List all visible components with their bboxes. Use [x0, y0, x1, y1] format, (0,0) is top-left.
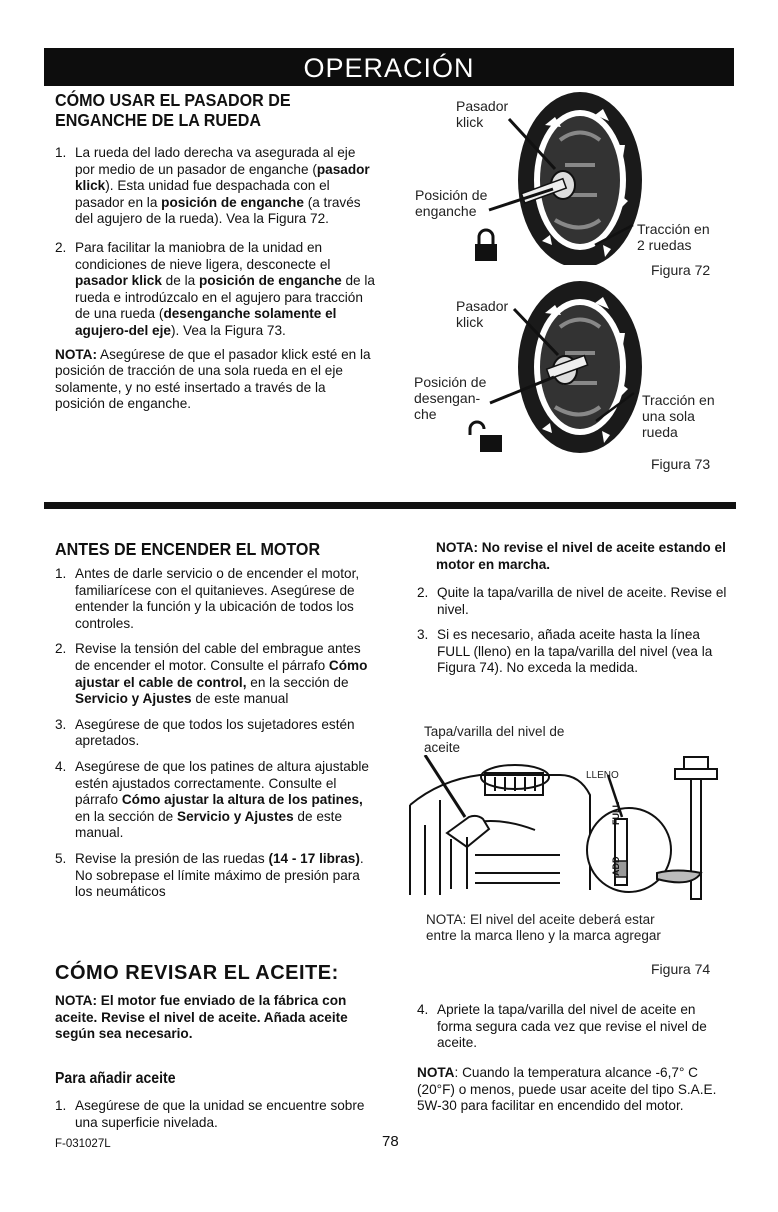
label-line: aceite	[424, 740, 461, 755]
text: Quite la tapa/varilla de nivel de aceite. Revise el nivel.	[437, 585, 727, 617]
fig73-traction-label	[642, 392, 715, 440]
text: Revise la tensión del cable del embrague antes de encender el motor. Consulte el párrafo	[75, 641, 361, 673]
text: Asegúrese de que la unidad se encuentre sobre una superficie nivelada.	[75, 1098, 365, 1130]
lock-icon	[475, 230, 497, 261]
text-bold: Servicio y Ajustes	[177, 808, 294, 824]
text-bold: (14 - 17 libras)	[268, 850, 360, 866]
list-item	[55, 566, 375, 632]
item-number: 2.	[55, 641, 67, 657]
text: Si es necesario, añada aceite hasta la línea FULL (lleno) en la tapa/varilla del nivel (vea la Figura 74). No exceda la medida.	[437, 627, 713, 676]
text: (a través del agujero de la rueda). Vea la Figura 72.	[75, 194, 361, 227]
page-number: 78	[382, 1133, 399, 1150]
fig72-position-label	[415, 187, 487, 219]
right-col-steps	[417, 585, 729, 686]
label-line: Tracción en	[642, 392, 715, 408]
text-bold: Servicio y Ajustes	[75, 691, 192, 707]
note-label: NOTA:	[55, 346, 98, 362]
label-line: rueda	[642, 424, 678, 440]
text: Asegúrese de que todos los sujetadores estén apretados.	[75, 716, 355, 749]
label-line: una sola	[642, 408, 695, 424]
section2-body	[55, 566, 375, 910]
label-line: klick	[456, 314, 484, 330]
text-bold: posición de enganche	[161, 194, 304, 210]
item-number: 2.	[55, 239, 67, 255]
item-number: 2.	[417, 585, 429, 600]
fig73-position-label	[414, 374, 486, 422]
list-item	[55, 1098, 375, 1131]
text: de la rueda e introdúzcalo en el agujero para tracción de una rueda (	[75, 273, 375, 322]
text: Asegúrese de que los patines de altura ajustable estén ajustados correctamente. Consulte el párrafo	[75, 758, 369, 808]
wheel-tire	[518, 92, 642, 265]
list-item	[55, 641, 375, 707]
label-line: klick	[456, 114, 484, 130]
add-mark: ADD	[611, 856, 621, 876]
text: Apriete la tapa/varilla del nivel de aceite en forma segura cada vez que revise el nivel de aceite.	[437, 1002, 707, 1051]
list-item	[417, 1002, 729, 1052]
list-item	[55, 717, 375, 750]
item-number: 3.	[417, 627, 429, 643]
section1-body	[55, 145, 375, 413]
factory-oil-note: NOTA: El motor fue enviado de la fábrica con aceite. Revise el nivel de aceite. Añada aceite según sea necesario.	[55, 993, 348, 1042]
leader-line	[425, 755, 465, 817]
fig73-caption: Figura 73	[651, 456, 711, 472]
item-number: 1.	[55, 145, 67, 160]
text-bold: pasador klick	[75, 273, 162, 289]
figure-74-oil-illustration	[405, 755, 725, 905]
fig73-pin-label	[456, 298, 508, 330]
text: . No sobrepase el límite máximo de presión para los neumáticos	[75, 850, 364, 900]
text-bold: pasador klick	[75, 161, 370, 194]
label-line: enganche	[415, 203, 477, 219]
label-line: Tapa/varilla del nivel de	[424, 724, 565, 739]
text-bold: posición de enganche	[198, 273, 342, 289]
label-line: NOTA: El nivel del aceite deberá estar	[426, 912, 655, 927]
section-heading-before-start: ANTES DE ENCENDER EL MOTOR	[55, 539, 321, 559]
engine-running-note: NOTA: No revise el nivel de aceite estando el motor en marcha.	[436, 540, 726, 572]
list-item	[55, 145, 375, 228]
label-line: Pasador	[456, 298, 509, 314]
text-bold: Cómo ajustar la altura de los patines,	[121, 792, 363, 808]
label-line: Tracción en	[637, 221, 710, 237]
label-line: Posición de	[415, 187, 488, 203]
subheading-add-oil: Para añadir aceite	[55, 1070, 176, 1087]
text-bold: Cómo ajustar el cable de control,	[75, 657, 368, 690]
full-mark: FULL	[611, 802, 621, 825]
item-number: 4.	[417, 1002, 429, 1017]
lleno-label: LLENO	[586, 770, 619, 781]
text: de este manual.	[75, 808, 343, 841]
list-item	[55, 759, 375, 842]
text: ). Esta unidad fue despachada con el pasador en la	[75, 178, 330, 210]
label-line: entre la marca lleno y la marca agregar	[426, 928, 661, 943]
text: en la sección de	[75, 808, 178, 824]
engine-oil-fill	[410, 765, 590, 895]
item-number: 1.	[55, 1098, 67, 1113]
oil-cap	[447, 816, 489, 889]
list-item	[417, 627, 729, 677]
section-divider	[44, 502, 736, 509]
item-number: 5.	[55, 850, 67, 866]
text: Asegúrese de que el pasador klick esté en la posición de tracción de una sola rueda en el eje solamente, y no esté insertado a través de la posición de enganche.	[55, 346, 371, 412]
text: La rueda del lado derecha va asegurada al eje por medio de un pasador de enganche (	[75, 145, 356, 177]
section-heading-check-oil: CÓMO REVISAR EL ACEITE:	[55, 962, 339, 984]
text-bold: desenganche solamente el agujero-del eje	[75, 306, 337, 338]
text: Para facilitar la maniobra de la unidad en condiciones de nieve ligera, desconecte el	[75, 239, 331, 272]
label-line: Posición de	[414, 374, 487, 390]
text: : Cuando la temperatura alcance -6,7° C (20°F) o menos, puede usar aceite del tipo S.A.E. 5W-30 para facilitar en encendido del motor.	[417, 1065, 717, 1114]
text: Revise la presión de las ruedas	[75, 850, 269, 866]
item-number: 3.	[55, 716, 67, 732]
item-number: 4.	[55, 758, 67, 774]
text: de este manual	[191, 691, 289, 707]
list-item	[55, 851, 375, 901]
text: de la	[161, 273, 199, 289]
note-label: NOTA	[417, 1065, 455, 1080]
label-line: desengan-	[414, 390, 481, 406]
heading-line: CÓMO USAR EL PASADOR DE	[55, 90, 291, 110]
text: Antes de darle servicio o de encender el motor, familiarícese con el quitanieves. Asegúrese de entender la función y la ubicación de todos los controles.	[75, 566, 360, 631]
text: ). Vea la Figura 73.	[170, 322, 286, 338]
fig72-traction-label	[637, 221, 710, 253]
fig72-caption: Figura 72	[651, 262, 711, 278]
fig74-dipstick-label	[424, 724, 564, 756]
list-item	[417, 585, 729, 618]
heading-line: ENGANCHE DE LA RUEDA	[55, 110, 262, 130]
unlock-icon	[470, 422, 502, 452]
temperature-note	[417, 1065, 729, 1115]
document-code: F-031027L	[55, 1138, 111, 1150]
section3-body	[55, 1098, 375, 1140]
right-col-step4	[417, 1002, 729, 1061]
fig74-caption: Figura 74	[651, 961, 711, 977]
label-line: che	[414, 406, 437, 422]
dipstick	[657, 757, 717, 899]
note-paragraph	[55, 347, 375, 413]
text: en la sección de	[246, 674, 349, 690]
fig74-note	[426, 912, 661, 944]
page-header-banner: OPERACIÓN	[44, 48, 734, 86]
list-item	[55, 240, 375, 340]
section-heading-wheel-pin	[55, 90, 291, 130]
fig72-pin-label	[456, 98, 508, 130]
item-number: 1.	[55, 566, 67, 581]
label-line: 2 ruedas	[637, 237, 692, 253]
label-line: Pasador	[456, 98, 509, 114]
